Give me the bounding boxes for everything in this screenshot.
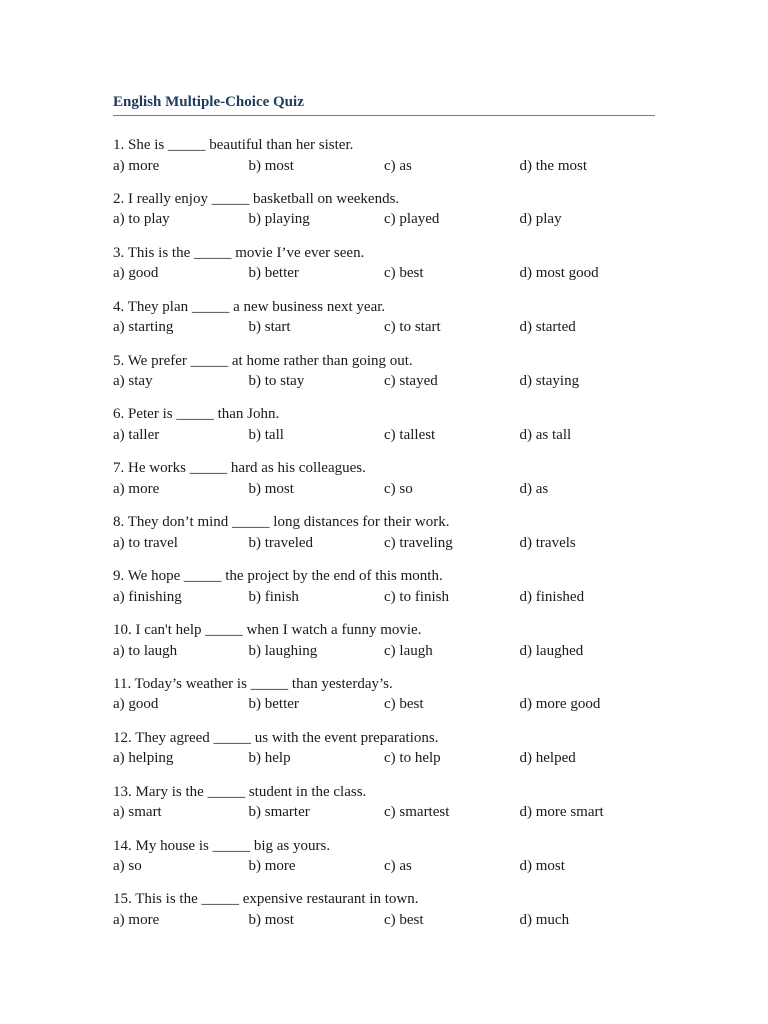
answer-option: d) the most [519,157,587,174]
answer-option: c) to help [384,750,441,767]
answer-options [113,587,655,608]
question-list [113,135,655,943]
answer-option: b) more [248,858,296,875]
answer-option: c) as [384,157,412,174]
answer-option: d) staying [519,373,580,390]
answer-option: a) more [113,157,160,174]
question-item [113,620,655,674]
answer-option: d) most [519,858,565,875]
question-item [113,297,655,351]
question-text: 14. My house is _____ big as yours. [113,837,331,854]
answer-option: d) helped [519,750,576,767]
answer-option: a) to play [113,211,170,228]
question-item [113,189,655,243]
answer-option: c) tallest [384,426,436,443]
question-item [113,728,655,782]
answer-option: a) helping [113,750,174,767]
question-text: 2. I really enjoy _____ basketball on weekends. [113,190,400,207]
question-item [113,243,655,297]
answer-option: c) traveling [384,534,453,551]
answer-option: c) so [384,480,413,497]
answer-options [113,156,655,177]
answer-option: c) played [384,211,440,228]
answer-option: a) finishing [113,588,182,605]
answer-option: b) most [248,157,294,174]
answer-option: a) smart [113,804,162,821]
answer-options [113,910,655,931]
question-text: 6. Peter is _____ than John. [113,406,280,423]
quiz-page [113,93,655,943]
answer-option: d) more good [519,696,601,713]
answer-option: c) as [384,858,412,875]
answer-option: b) playing [248,211,310,228]
answer-option: a) starting [113,319,174,336]
answer-option: c) to start [384,319,441,336]
question-item [113,404,655,458]
question-text: 10. I can't help _____ when I watch a funny movie. [113,622,422,639]
question-text: 7. He works _____ hard as his colleagues. [113,460,366,477]
answer-option: d) much [519,911,570,928]
answer-options [113,802,655,823]
answer-options [113,425,655,446]
answer-option: a) so [113,858,142,875]
answer-options [113,479,655,500]
question-text: 1. She is _____ beautiful than her sister. [113,137,354,153]
answer-option: a) good [113,696,159,713]
question-text: 11. Today’s weather is _____ than yesterday’s. [113,675,393,692]
answer-options [113,641,655,662]
question-text: 4. They plan _____ a new business next year. [113,298,386,315]
question-text: 12. They agreed _____ us with the event preparations. [113,729,439,746]
answer-option: b) finish [248,588,299,605]
question-item [113,135,655,189]
question-text: 9. We hope _____ the project by the end of this month. [113,568,443,585]
answer-option: c) best [384,265,424,282]
answer-option: b) to stay [248,373,305,390]
answer-option: d) as [519,480,549,497]
answer-option: d) more smart [519,804,604,821]
answer-option: a) taller [113,426,160,443]
answer-options [113,317,655,338]
question-item [113,566,655,620]
page-title: English Multiple-Choice Quiz [113,93,655,116]
answer-option: a) more [113,911,160,928]
answer-options [113,694,655,715]
answer-option: c) laugh [384,642,433,659]
answer-option: c) best [384,696,424,713]
answer-option: b) most [248,480,294,497]
question-item [113,458,655,512]
question-text: 5. We prefer _____ at home rather than going out. [113,352,413,369]
answer-option: b) better [248,696,299,713]
answer-option: a) to laugh [113,642,178,659]
answer-option: b) most [248,911,294,928]
answer-option: d) travels [519,534,576,551]
answer-option: d) play [519,211,562,228]
question-text: 13. Mary is the _____ student in the class. [113,783,367,800]
answer-option: d) laughed [519,642,584,659]
question-text: 3. This is the _____ movie I’ve ever seen. [113,244,365,261]
answer-option: b) laughing [248,642,318,659]
question-item [113,351,655,405]
answer-option: a) more [113,480,160,497]
question-item [113,674,655,728]
answer-options [113,371,655,392]
question-item [113,782,655,836]
answer-option: c) to finish [384,588,449,605]
answer-options [113,748,655,769]
question-item [113,512,655,566]
answer-option: b) start [248,319,291,336]
answer-option: c) stayed [384,373,438,390]
answer-option: a) to travel [113,534,178,551]
answer-options [113,209,655,230]
answer-options [113,856,655,877]
answer-option: b) traveled [248,534,314,551]
answer-option: d) as tall [519,426,572,443]
answer-option: c) smartest [384,804,450,821]
answer-option: a) stay [113,373,153,390]
question-item [113,836,655,890]
answer-option: c) best [384,911,424,928]
answer-option: b) better [248,265,299,282]
answer-options [113,263,655,284]
answer-options [113,533,655,554]
question-text: 8. They don’t mind _____ long distances for their work. [113,514,450,531]
question-text: 15. This is the _____ expensive restaurant in town. [113,891,419,908]
answer-option: b) help [248,750,291,767]
answer-option: d) most good [519,265,599,282]
answer-option: b) tall [248,426,284,443]
answer-option: d) started [519,319,576,336]
answer-option: d) finished [519,588,585,605]
answer-option: b) smarter [248,804,310,821]
question-item [113,889,655,943]
answer-option: a) good [113,265,159,282]
